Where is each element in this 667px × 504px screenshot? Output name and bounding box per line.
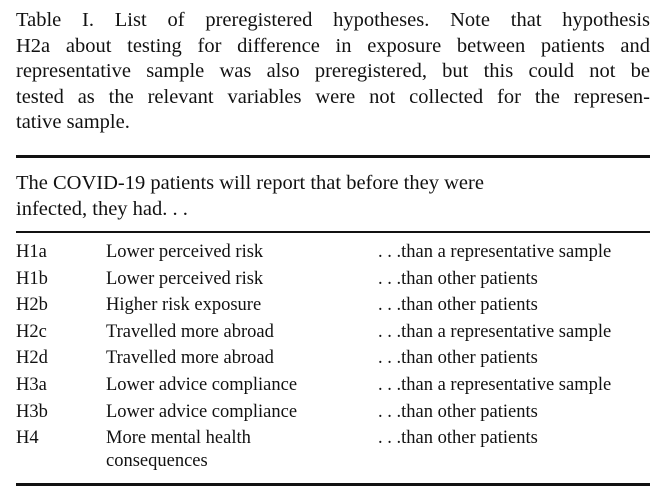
hypothesis-id: H2c bbox=[16, 321, 47, 342]
intro-line: infected, they had. . . bbox=[16, 198, 188, 220]
comparison-text: . . .than other patients bbox=[378, 295, 538, 316]
table-top-rule bbox=[16, 155, 650, 158]
table-intro bbox=[16, 170, 616, 222]
comparison-text: . . .than other patients bbox=[378, 428, 538, 449]
table-header-rule bbox=[16, 231, 650, 233]
hypothesis-text: Travelled more abroad bbox=[106, 348, 274, 369]
hypothesis-text: Lower perceived risk bbox=[106, 268, 264, 289]
hypothesis-id: H3b bbox=[16, 401, 48, 422]
caption-line: tested as the relevant variables were not collected for the represen- bbox=[16, 85, 650, 108]
hypothesis-id: H1b bbox=[16, 268, 48, 289]
hypothesis-id: H1a bbox=[16, 242, 47, 262]
hypothesis-text: Higher risk exposure bbox=[106, 295, 262, 316]
table-row bbox=[16, 427, 656, 475]
hypotheses-table bbox=[16, 241, 656, 475]
table-row bbox=[16, 347, 656, 374]
hypothesis-id: H2b bbox=[16, 295, 48, 316]
comparison-text: . . .than other patients bbox=[378, 401, 538, 422]
table-row bbox=[16, 294, 656, 321]
comparison-text: . . .than a representative sample bbox=[378, 374, 612, 395]
hypothesis-text: Travelled more abroad bbox=[106, 321, 274, 342]
hypothesis-id: H3a bbox=[16, 374, 47, 395]
comparison-text: . . .than a representative sample bbox=[378, 242, 612, 262]
hypothesis-text: More mental health consequences bbox=[106, 428, 251, 472]
caption-line: H2a about testing for difference in exposure between patients and bbox=[16, 34, 650, 57]
caption-line: Table I. List of preregistered hypotheses. Note that hypothesis bbox=[16, 9, 650, 31]
table-row bbox=[16, 241, 656, 268]
hypothesis-text: Lower advice compliance bbox=[106, 374, 298, 395]
comparison-text: . . .than other patients bbox=[378, 348, 538, 369]
hypothesis-id: H4 bbox=[16, 428, 39, 449]
hypothesis-id: H2d bbox=[16, 348, 48, 369]
comparison-text: . . .than other patients bbox=[378, 268, 538, 289]
intro-line: The COVID-19 patients will report that before they were bbox=[16, 172, 484, 194]
table-caption bbox=[16, 8, 650, 136]
comparison-text: . . .than a representative sample bbox=[378, 321, 612, 342]
table-row bbox=[16, 321, 656, 348]
hypothesis-text: Lower perceived risk bbox=[106, 242, 264, 262]
table-row bbox=[16, 374, 656, 401]
table-row bbox=[16, 268, 656, 295]
hypothesis-text: Lower advice compliance bbox=[106, 401, 298, 422]
table-row bbox=[16, 401, 656, 428]
table-bottom-rule bbox=[16, 483, 650, 486]
caption-line: representative sample was also preregistered, but this could not be bbox=[16, 60, 650, 82]
caption-line: tative sample. bbox=[16, 111, 130, 133]
